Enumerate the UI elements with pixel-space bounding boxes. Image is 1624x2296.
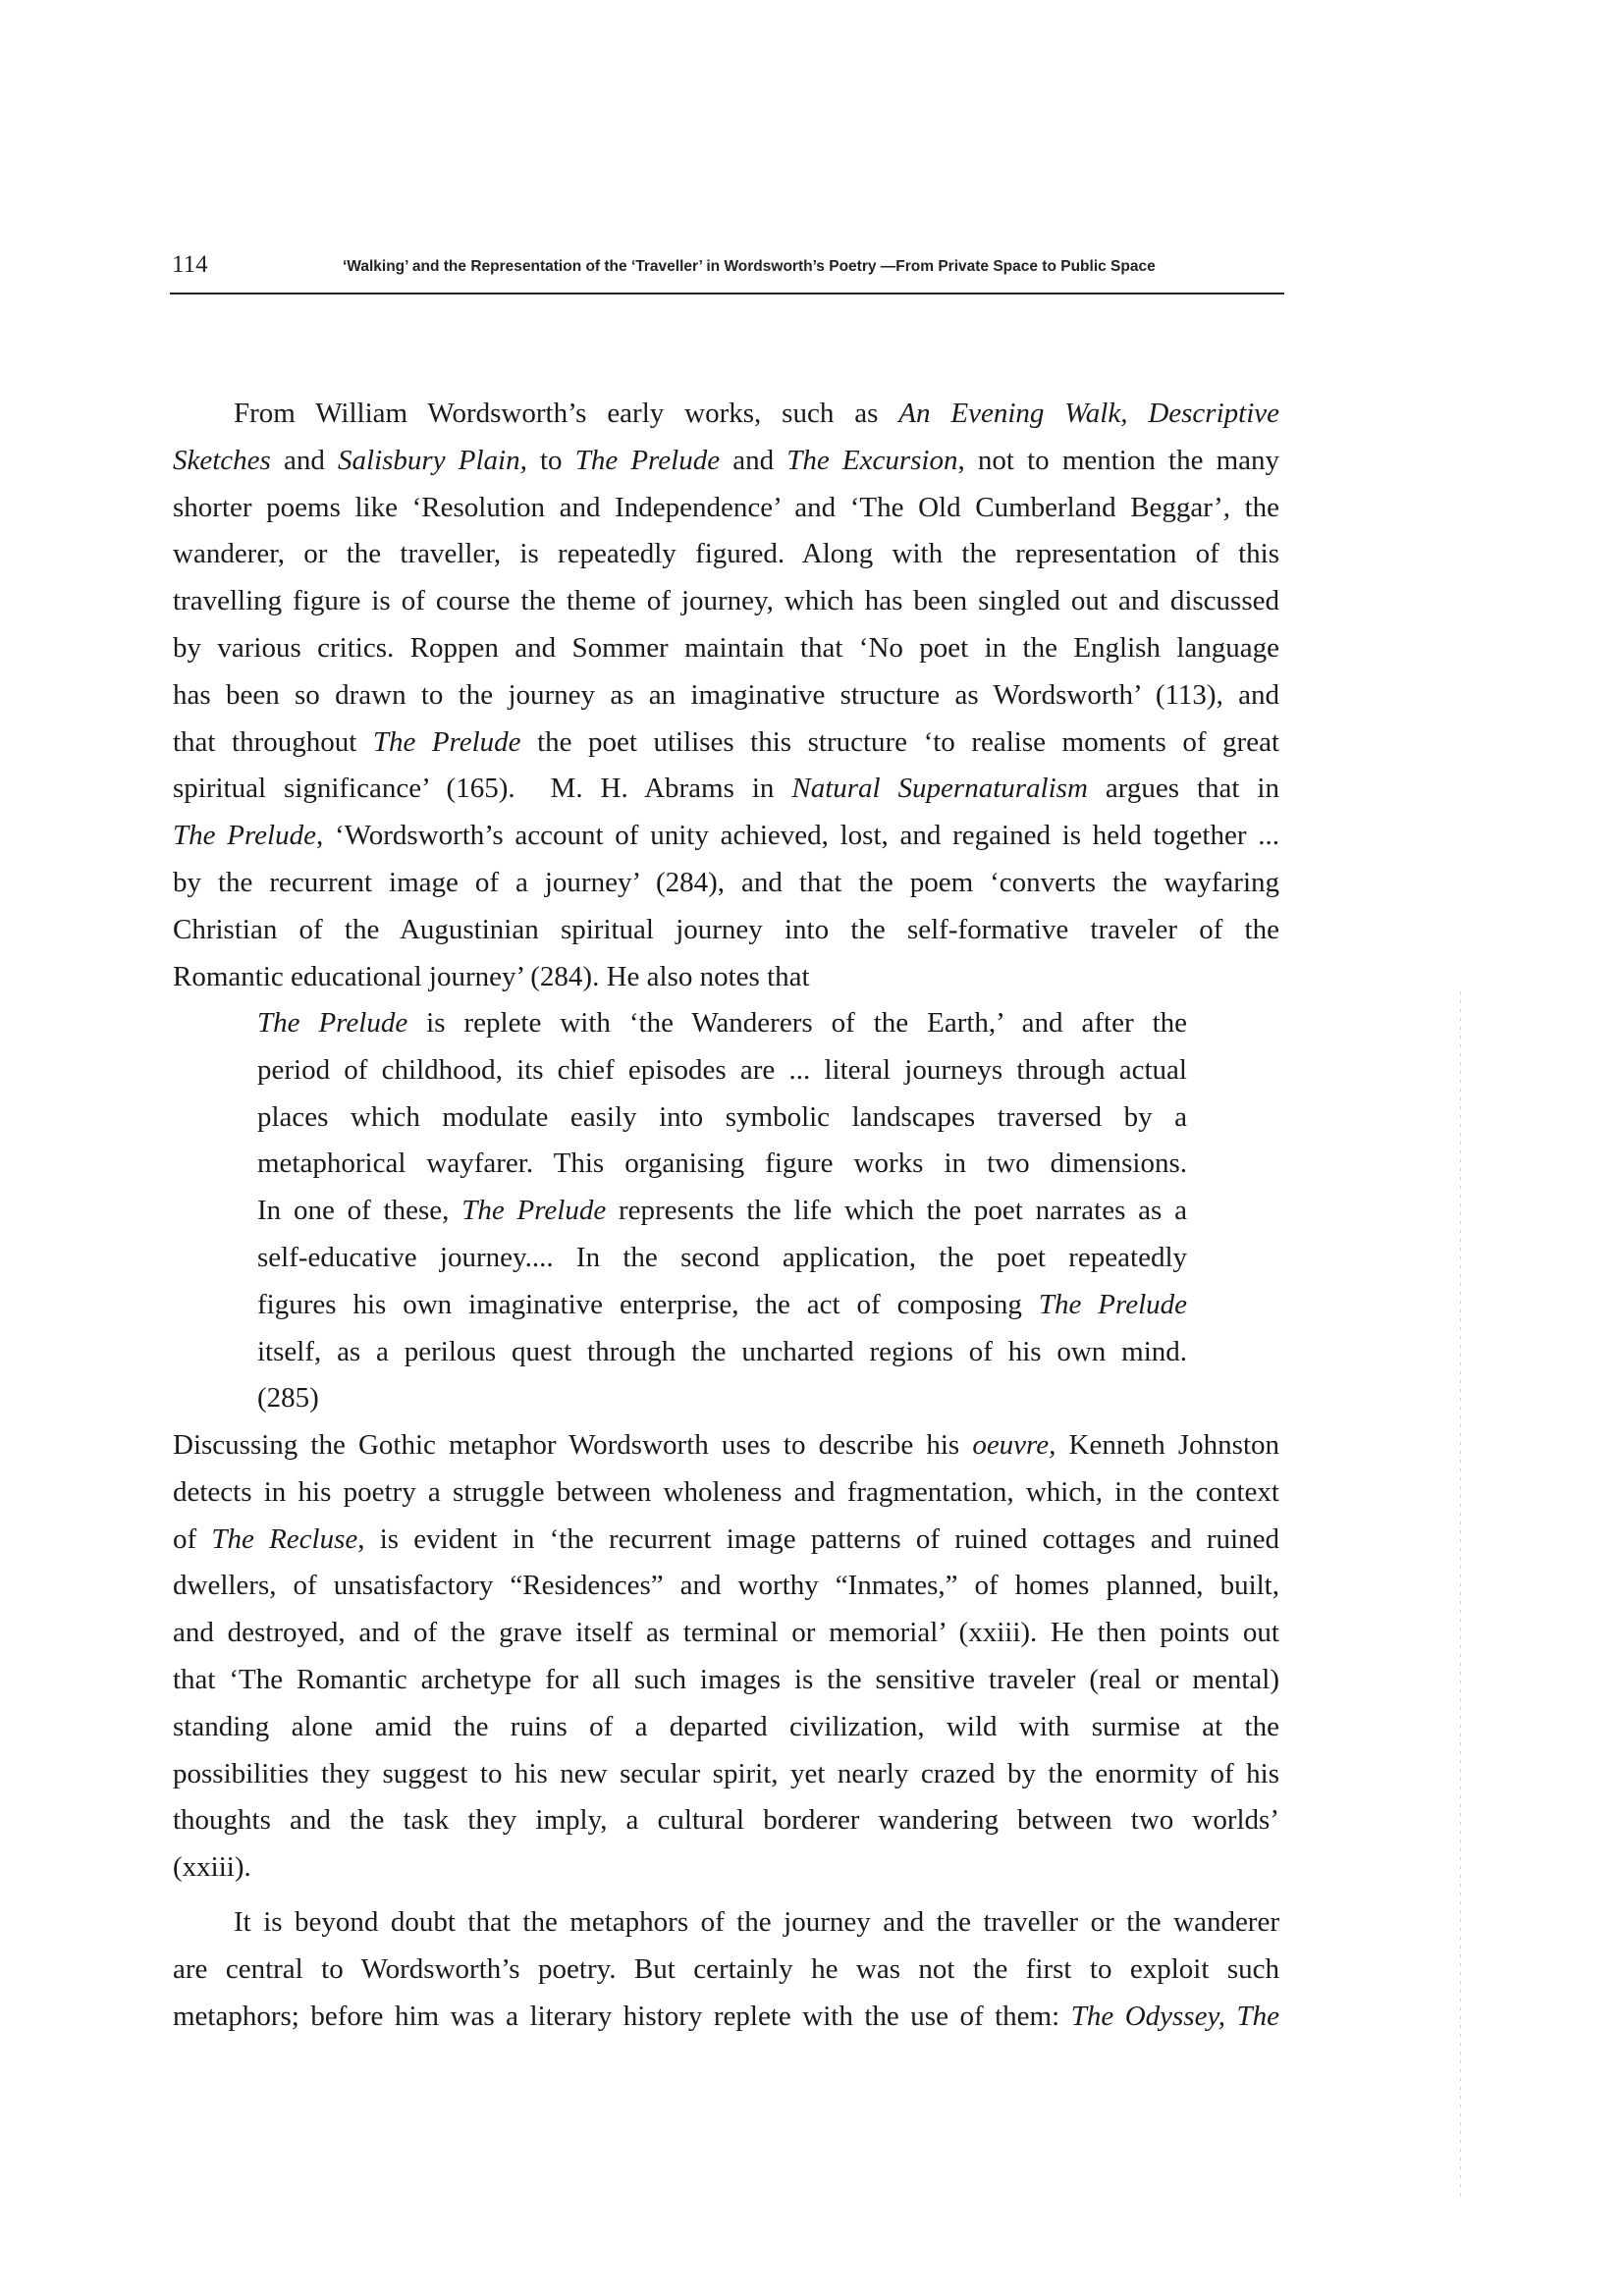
quote-line: places which modulate easily into symbolic landscapes traversed by a: [257, 1100, 1187, 1133]
quote-line: figures his own imaginative enterprise, the act of composing The Prelude: [257, 1288, 1187, 1320]
page-number: 114: [172, 251, 208, 278]
quote-line: self-educative journey.... In the second application, the poet repeatedly: [257, 1241, 1187, 1273]
running-title: ‘Walking’ and the Representation of the ‘Traveller’ in Wordsworth’s Poetry —From Private Space to Public Space: [343, 258, 1156, 275]
text-line: of The Recluse, is evident in ‘the recurrent image patterns of ruined cottages and ruined: [173, 1522, 1279, 1555]
text-line: by the recurrent image of a journey’ (284), and that the poem ‘converts the wayfaring: [173, 866, 1279, 898]
text-line: spiritual significance’ (165). M. H. Abrams in Natural Supernaturalism argues that in: [173, 773, 1279, 805]
paragraph-2: [173, 1422, 1279, 1892]
text-line: are central to Wordsworth’s poetry. But certainly he was not the first to exploit such: [173, 1952, 1279, 1985]
quote-line: metaphorical wayfarer. This organising figure works in two dimensions.: [257, 1148, 1187, 1180]
text-line: standing alone amid the ruins of a departed civilization, wild with surmise at the: [173, 1710, 1279, 1742]
quote-line: The Prelude is replete with ‘the Wanderers of the Earth,’ and after the: [257, 1007, 1187, 1039]
text-line: that ‘The Romantic archetype for all such images is the sensitive traveler (real or mental): [173, 1663, 1279, 1695]
text-line: dwellers, of unsatisfactory “Residences” and worthy “Inmates,” of homes planned, built,: [173, 1570, 1279, 1602]
text-line: possibilities they suggest to his new secular spirit, yet nearly crazed by the enormity of his: [173, 1757, 1279, 1789]
text-line: wanderer, or the traveller, is repeatedly figured. Along with the representation of this: [173, 538, 1279, 570]
text-line: Romantic educational journey’ (284). He also notes that: [173, 960, 810, 992]
paragraph-1: [173, 391, 1279, 1000]
quote-line: itself, as a perilous quest through the uncharted regions of his own mind.: [257, 1335, 1187, 1367]
quote-line: period of childhood, its chief episodes are ... literal journeys through actual: [257, 1053, 1187, 1086]
text-line: travelling figure is of course the theme of journey, which has been singled out and discussed: [173, 585, 1279, 617]
quote-line: (285): [257, 1382, 319, 1415]
paragraph-3: [173, 1899, 1279, 2040]
text-line: that throughout The Prelude the poet utilises this structure ‘to realise moments of great: [173, 725, 1279, 758]
text-line: by various critics. Roppen and Sommer maintain that ‘No poet in the English language: [173, 631, 1279, 664]
text-line: From William Wordsworth’s early works, such as An Evening Walk, Descriptive: [234, 398, 1279, 429]
text-line: Discussing the Gothic metaphor Wordsworth uses to describe his oeuvre, Kenneth Johnston: [173, 1429, 1279, 1461]
text-line: thoughts and the task they imply, a cultural borderer wandering between two worlds’: [173, 1804, 1279, 1837]
text-line: shorter poems like ‘Resolution and Independence’ and ‘The Old Cumberland Beggar’, the: [173, 491, 1279, 523]
quote-line: In one of these, The Prelude represents the life which the poet narrates as a: [257, 1195, 1187, 1227]
text-line: has been so drawn to the journey as an imaginative structure as Wordsworth’ (113), and: [173, 678, 1279, 711]
text-line: Christian of the Augustinian spiritual journey into the self-formative traveler of the: [173, 913, 1279, 945]
text-line: detects in his poetry a struggle between wholeness and fragmentation, which, in the context: [173, 1475, 1279, 1508]
running-header: [170, 249, 1284, 294]
text-line: and destroyed, and of the grave itself as terminal or memorial’ (xxiii). He then points out: [173, 1617, 1279, 1649]
text-line: metaphors; before him was a literary history replete with the use of them: The Odyssey, The: [173, 2000, 1279, 2032]
text-line: (xxiii).: [173, 1851, 251, 1884]
text-line: It is beyond doubt that the metaphors of the journey and the traveller or the wanderer: [234, 1906, 1279, 1938]
scan-edge-line: [1460, 991, 1461, 2199]
text-line: The Prelude, ‘Wordsworth’s account of unity achieved, lost, and regained is held together ...: [173, 820, 1279, 852]
text-line: Sketches and Salisbury Plain, to The Prelude and The Excursion, not to mention the many: [173, 444, 1280, 476]
block-quote: [257, 1000, 1187, 1422]
